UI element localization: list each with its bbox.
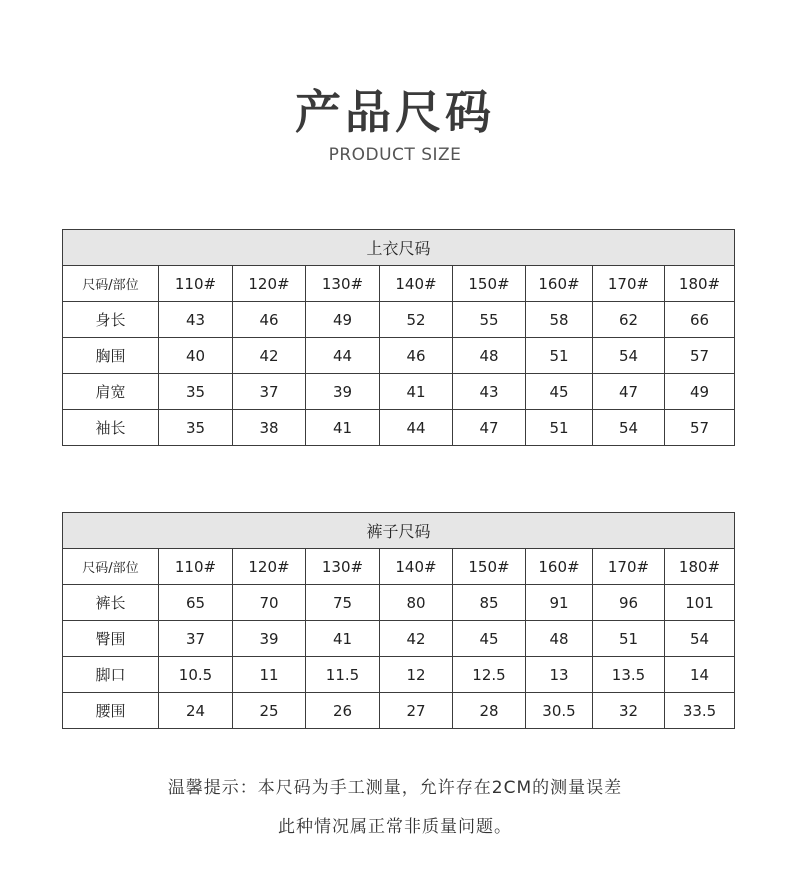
row-label: 腰围 [63,693,159,729]
table-cell: 33.5 [665,693,735,729]
table-cell: 70 [233,585,306,621]
table-cell: 54 [593,338,665,374]
table-cell: 40 [159,338,233,374]
table-cell: 30.5 [526,693,593,729]
table-cell: 39 [233,621,306,657]
size-header-cell: 120# [233,266,306,302]
table-cell: 13 [526,657,593,693]
table-cell: 42 [233,338,306,374]
corner-label: 尺码/部位 [63,266,159,302]
row-label: 胸围 [63,338,159,374]
table-cell: 38 [233,410,306,446]
size-header-row [63,266,735,302]
size-header-cell: 180# [665,266,735,302]
table-cell: 49 [306,302,380,338]
table-cell: 43 [159,302,233,338]
table-row [63,585,735,621]
table-row [63,374,735,410]
table-cell: 47 [453,410,526,446]
table-title: 上衣尺码 [63,230,735,266]
page-subtitle: PRODUCT SIZE [328,145,462,165]
table-cell: 54 [665,621,735,657]
top-size-table [62,229,735,446]
table-cell: 65 [159,585,233,621]
table-cell: 12 [380,657,453,693]
size-header-cell: 120# [233,549,306,585]
table-row [63,302,735,338]
table-cell: 41 [380,374,453,410]
table-cell: 46 [380,338,453,374]
table-cell: 46 [233,302,306,338]
size-header-cell: 130# [306,266,380,302]
table-cell: 66 [665,302,735,338]
row-label: 脚口 [63,657,159,693]
table-cell: 49 [665,374,735,410]
size-header-cell: 160# [526,266,593,302]
measurement-note: 温馨提示：本尺码为手工测量，允许存在2CM的测量误差 [167,778,623,798]
table-row [63,338,735,374]
table-cell: 26 [306,693,380,729]
table-cell: 37 [159,621,233,657]
table-cell: 48 [453,338,526,374]
size-header-cell: 180# [665,549,735,585]
table-cell: 45 [453,621,526,657]
table-row [63,621,735,657]
table-cell: 52 [380,302,453,338]
table-cell: 45 [526,374,593,410]
table-cell: 75 [306,585,380,621]
table-cell: 44 [380,410,453,446]
table-cell: 43 [453,374,526,410]
table-cell: 57 [665,410,735,446]
table-cell: 25 [233,693,306,729]
table-cell: 96 [593,585,665,621]
table-cell: 42 [380,621,453,657]
table-row [63,657,735,693]
table-cell: 55 [453,302,526,338]
table-cell: 37 [233,374,306,410]
table-cell: 51 [593,621,665,657]
table-cell: 51 [526,410,593,446]
table-cell: 28 [453,693,526,729]
row-label: 肩宽 [63,374,159,410]
corner-label: 尺码/部位 [63,549,159,585]
table-cell: 39 [306,374,380,410]
table-cell: 80 [380,585,453,621]
size-header-cell: 110# [159,549,233,585]
table-cell: 41 [306,410,380,446]
table-cell: 91 [526,585,593,621]
size-header-row [63,549,735,585]
size-header-cell: 130# [306,549,380,585]
size-header-cell: 150# [453,549,526,585]
size-header-cell: 150# [453,266,526,302]
table-cell: 24 [159,693,233,729]
table-cell: 14 [665,657,735,693]
size-header-cell: 140# [380,549,453,585]
table-cell: 85 [453,585,526,621]
size-header-cell: 170# [593,266,665,302]
pants-size-table [62,512,735,729]
table-cell: 62 [593,302,665,338]
row-label: 袖长 [63,410,159,446]
table-cell: 101 [665,585,735,621]
row-label: 身长 [63,302,159,338]
table-cell: 10.5 [159,657,233,693]
table-row [63,410,735,446]
table-cell: 58 [526,302,593,338]
table-cell: 54 [593,410,665,446]
table-cell: 12.5 [453,657,526,693]
table-cell: 51 [526,338,593,374]
table-cell: 27 [380,693,453,729]
row-label: 臀围 [63,621,159,657]
table-cell: 32 [593,693,665,729]
table-cell: 57 [665,338,735,374]
table-cell: 35 [159,374,233,410]
size-header-cell: 140# [380,266,453,302]
size-header-cell: 160# [526,549,593,585]
table-cell: 48 [526,621,593,657]
table-title: 裤子尺码 [63,513,735,549]
size-header-cell: 110# [159,266,233,302]
table-cell: 13.5 [593,657,665,693]
page-title: 产品尺码 [295,85,495,139]
table-row [63,693,735,729]
table-cell: 11 [233,657,306,693]
quality-note: 此种情况属正常非质量问题。 [278,817,512,837]
table-cell: 11.5 [306,657,380,693]
row-label: 裤长 [63,585,159,621]
size-header-cell: 170# [593,549,665,585]
table-cell: 47 [593,374,665,410]
table-cell: 41 [306,621,380,657]
table-cell: 35 [159,410,233,446]
table-cell: 44 [306,338,380,374]
